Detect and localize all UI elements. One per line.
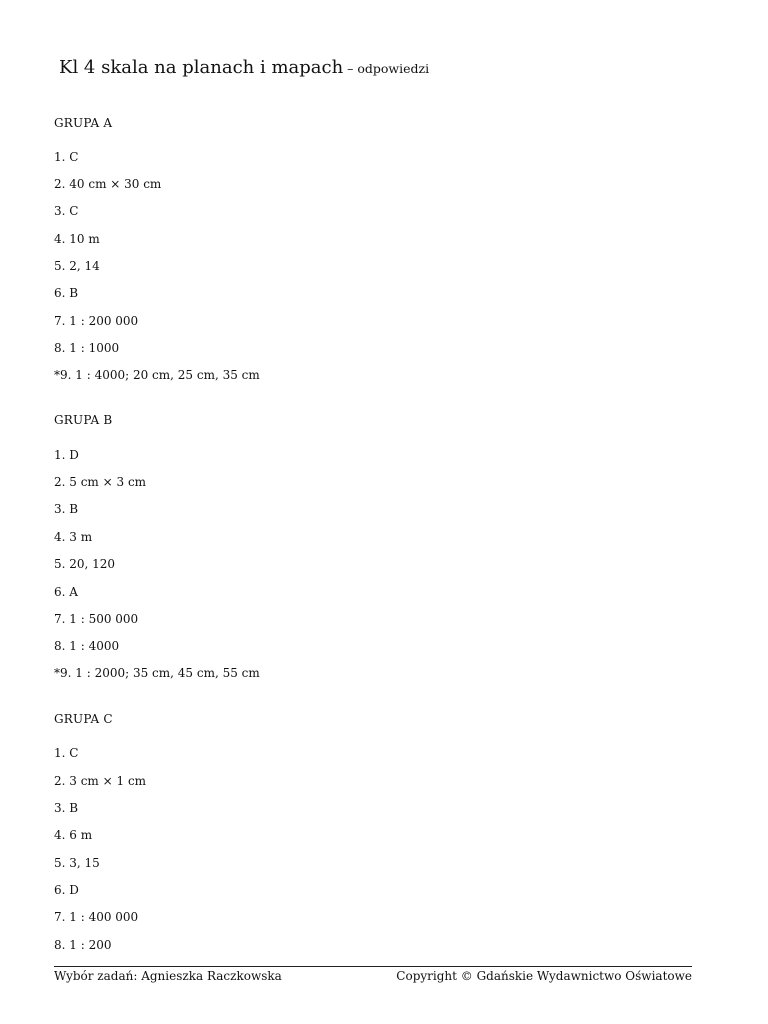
group-b-answer-8: 8. 1 : 4000 xyxy=(54,639,120,653)
group-c-answer-8: 8. 1 : 200 xyxy=(54,938,112,952)
page-title xyxy=(59,57,429,78)
footer-divider xyxy=(54,966,692,967)
group-c-answer-5: 5. 3, 15 xyxy=(54,856,100,870)
group-a-answer-8: 8. 1 : 1000 xyxy=(54,341,120,355)
group-b-answer-1: 1. D xyxy=(54,448,79,462)
group-c-answer-6: 6. D xyxy=(54,883,79,897)
group-a-heading: GRUPA A xyxy=(54,116,113,130)
group-b-answer-5: 5. 20, 120 xyxy=(54,557,116,571)
group-a-answer-2: 2. 40 cm × 30 cm xyxy=(54,177,162,191)
group-b-answer-2: 2. 5 cm × 3 cm xyxy=(54,475,147,489)
group-a-answer-5: 5. 2, 14 xyxy=(54,259,100,273)
group-b-answer-6: 6. A xyxy=(54,585,78,599)
group-b-answer-3: 3. B xyxy=(54,502,79,516)
group-a-answer-4: 4. 10 m xyxy=(54,232,100,246)
group-b-answer-9: *9. 1 : 2000; 35 cm, 45 cm, 55 cm xyxy=(54,666,260,680)
footer-copyright: Copyright © Gdańskie Wydawnictwo Oświatowe xyxy=(396,969,692,983)
group-b-answer-7: 7. 1 : 500 000 xyxy=(54,612,139,626)
group-a-answer-9: *9. 1 : 4000; 20 cm, 25 cm, 35 cm xyxy=(54,368,260,382)
footer-author: Wybór zadań: Agnieszka Raczkowska xyxy=(54,969,282,983)
group-b-heading: GRUPA B xyxy=(54,413,113,427)
group-a-answer-7: 7. 1 : 200 000 xyxy=(54,314,139,328)
group-c-heading: GRUPA C xyxy=(54,712,113,726)
group-c-answer-7: 7. 1 : 400 000 xyxy=(54,910,139,924)
group-a-answer-6: 6. B xyxy=(54,286,79,300)
group-c-answer-2: 2. 3 cm × 1 cm xyxy=(54,774,147,788)
group-a-answer-1: 1. C xyxy=(54,150,79,164)
group-a-answer-3: 3. C xyxy=(54,204,79,218)
group-b-answer-4: 4. 3 m xyxy=(54,530,93,544)
group-c-answer-4: 4. 6 m xyxy=(54,828,93,842)
group-c-answer-1: 1. C xyxy=(54,746,79,760)
group-c-answer-3: 3. B xyxy=(54,801,79,815)
title-subtitle: – odpowiedzi xyxy=(343,61,430,76)
title-main: Kl 4 skala na planach i mapach xyxy=(59,57,344,78)
